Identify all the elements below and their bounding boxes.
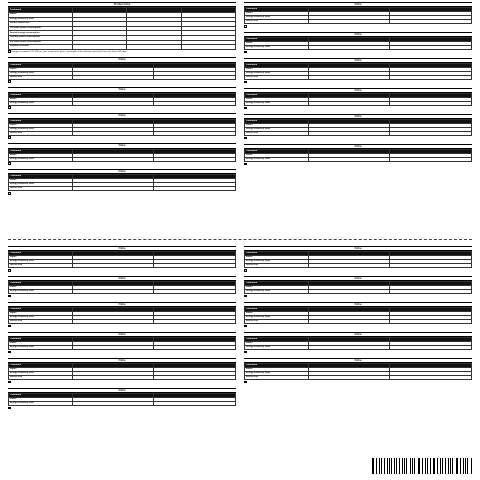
block-title: Fiche [244,2,472,7]
fiche-block [8,143,236,166]
row-value [308,376,390,380]
row-label: Trademark [9,149,73,153]
row-value [390,46,472,50]
row-value [72,320,154,324]
row-label: Energy efficiency class [9,260,73,264]
row-value [154,290,236,294]
block-note [244,350,472,355]
row-label: Energy efficiency class [9,71,73,75]
row-label: Trademark [9,93,73,97]
fiche-table [8,337,236,350]
row-value [390,290,472,294]
block-note [244,268,472,273]
checkbox-icon [244,269,247,272]
checkbox-icon [8,50,11,53]
checkbox-icon [244,81,247,84]
row-label: Standby power consumption [9,35,73,40]
block-note [8,380,236,385]
row-label: Screen size [245,76,309,80]
fiche-block [8,246,236,273]
row-label: Trademark [245,38,309,42]
fiche-block [8,113,236,140]
row-label: Energy efficiency class [245,260,309,264]
row-label: Trademark [245,64,309,68]
row-value [390,158,472,162]
row-label: Screen size [245,320,309,324]
checkbox-icon [244,325,247,328]
fiche-block [8,276,236,299]
row-label: Model [245,154,309,158]
block-title: Fiche [8,276,236,281]
row-value [154,320,236,324]
row-label: Trademark [245,338,309,342]
row-value [308,320,390,324]
row-label: Screen size [245,376,309,380]
block-title: Fiche [244,302,472,307]
block-note [244,136,472,141]
fiche-block [244,302,472,329]
checkbox-icon [8,407,11,410]
row-label: Trademark [9,308,73,312]
block-note [8,406,236,411]
barcode [372,458,472,474]
row-label: Model [9,13,73,18]
table-row [9,376,236,380]
block-title: Fiche [8,332,236,337]
barcode-bar [394,458,395,474]
row-label: Energy efficiency class [9,101,73,105]
row-value [72,290,154,294]
row-label: Trademark [9,175,73,179]
barcode-bar [387,458,388,474]
block-note [8,268,236,273]
row-label: Model [245,368,309,372]
fiche-block [244,276,472,299]
table-row [9,131,236,135]
row-value [390,346,472,350]
upper-left-column [8,2,236,199]
barcode-bar [373,458,374,474]
row-value [72,376,154,380]
row-value [308,158,390,162]
table-row [245,20,472,24]
row-label: Model [9,398,73,402]
row-value [308,132,390,136]
table-row [9,45,236,50]
fiche-block [244,32,472,55]
table-row [245,264,472,268]
cut-line-divider [8,239,472,240]
checkbox-icon [8,351,11,354]
block-title: Fiche [244,114,472,119]
row-label: Screen size [245,20,309,24]
row-label: Model [9,153,73,157]
checkbox-icon [8,162,11,165]
row-value [127,45,181,50]
fiche-table [8,93,236,106]
row-label: Energy efficiency class [9,183,73,187]
block-note [244,294,472,299]
row-label: Trademark [9,119,73,123]
fiche-table [8,119,236,136]
fiche-block [244,246,472,273]
fiche-block [8,332,236,355]
row-value [390,102,472,106]
table-row [245,132,472,136]
checkbox-icon [8,381,11,384]
row-label: Model [245,42,309,46]
row-label: Model [245,342,309,346]
checkbox-icon [8,325,11,328]
row-label: Energy efficiency class [245,316,309,320]
row-label: Trademark [245,120,309,124]
row-value [308,102,390,106]
row-value [154,346,236,350]
row-value [390,76,472,80]
row-label: Model [9,368,73,372]
row-label: Trademark [245,150,309,154]
row-label: Trademark [9,394,73,398]
barcode-bar [445,458,446,474]
block-title: Fiche [8,143,236,148]
row-value [154,101,236,105]
checkbox-icon [244,107,247,110]
row-value [390,264,472,268]
row-value [308,346,390,350]
row-label: Screen size [9,187,73,191]
fiche-table [244,93,472,106]
row-value [72,45,126,50]
row-label: Screen size [9,376,73,380]
row-label: Energy efficiency class [245,16,309,20]
table-row [9,101,236,105]
fiche-block [244,358,472,385]
block-note [244,80,472,85]
fiche-block [8,358,236,385]
checkbox-icon [244,25,247,28]
checkbox-icon [8,136,11,139]
row-label: Display resolution [9,45,73,50]
barcode-bar [422,458,423,474]
block-note [244,24,472,29]
fiche-block [244,332,472,355]
block-title: Fiche [244,58,472,63]
row-value [308,46,390,50]
barcode-bar [452,458,453,474]
checkbox-icon [244,137,247,140]
table-row [245,346,472,350]
block-title: Fiche [8,87,236,92]
row-label: Model [245,12,309,16]
block-note [8,191,236,196]
closing-lines [244,388,472,390]
block-note [8,80,236,85]
block-note [8,294,236,299]
row-label: Energy efficiency class [9,346,73,350]
fiche-block [8,169,236,196]
row-label: Model [245,98,309,102]
table-row [245,376,472,380]
row-value [308,264,390,268]
row-value [154,376,236,380]
row-value [154,187,236,191]
barcode-bar [381,458,382,474]
block-title: Fiche [8,358,236,363]
row-label: Model [9,342,73,346]
row-value [154,264,236,268]
row-label: Model [245,312,309,316]
row-label: Energy efficiency class [245,72,309,76]
fiche-block [244,144,472,167]
checkbox-icon [8,269,11,272]
fiche-table [244,307,472,324]
table-row [9,264,236,268]
fiche-table [8,363,236,380]
fiche-block [244,88,472,111]
row-label: Model [245,124,309,128]
fiche-block [8,57,236,84]
block-note [8,106,236,111]
row-label: Model [9,256,73,260]
fiche-table [8,63,236,80]
block-title: Fiche [244,246,472,251]
fiche-table [8,307,236,324]
block-title: Fiche [8,388,236,393]
block-note [244,324,472,329]
table-row [245,46,472,50]
checkbox-icon [244,351,247,354]
fiche-table [244,119,472,136]
row-value [72,131,154,135]
row-label: Trademark [245,364,309,368]
row-label: Model [9,67,73,71]
row-value [308,20,390,24]
row-value [181,45,235,50]
block-note [8,50,236,55]
first-fiche-table [8,7,236,49]
checkbox-icon [244,51,247,54]
row-label: Model [9,97,73,101]
barcode-bar [427,458,428,474]
fiche-block [244,114,472,141]
row-value [390,376,472,380]
row-label: Model [9,179,73,183]
barcode-bar [410,458,411,474]
row-value [72,75,154,79]
row-label: Energy efficiency class [245,290,309,294]
block-title: Fiche [8,57,236,62]
row-label: Energy efficiency class [245,158,309,162]
row-label: Energy efficiency class [245,102,309,106]
checkbox-icon [8,192,11,195]
row-label: Model [245,68,309,72]
row-value [72,346,154,350]
block-note [244,106,472,111]
row-label: Energy efficiency class [9,17,73,22]
block-title: Fiche [244,358,472,363]
block-title: Fiche [244,144,472,149]
block-title: Fiche [8,302,236,307]
first-fiche-block [8,2,236,54]
row-value [72,187,154,191]
note-text: Energy consumption XYZ kWh per year, based on the power consumption of the television operating 4 hours per day for 365 days. [11,51,128,54]
row-label: Trademark [9,252,73,256]
fiche-block [8,87,236,110]
lower-left-column [8,246,236,414]
fiche-table [244,7,472,24]
row-label: Screen size [245,264,309,268]
row-label: Trademark [9,364,73,368]
table-row [245,290,472,294]
fiche-table [244,281,472,294]
row-value [390,320,472,324]
row-value [154,131,236,135]
block-title: Fiche [244,276,472,281]
row-value [154,75,236,79]
row-label: Model [9,123,73,127]
block-note [8,324,236,329]
block-title: Product fiche [8,2,236,7]
row-label: Visible screen size [9,22,73,27]
block-title: Fiche [8,169,236,174]
fiche-table [244,63,472,80]
row-label: Trademark [9,63,73,67]
barcode-bar [404,458,405,474]
row-label: Energy efficiency class [9,290,73,294]
table-row [245,320,472,324]
checkbox-icon [244,163,247,166]
table-row [9,187,236,191]
row-value [72,157,154,161]
row-label: Trademark [245,252,309,256]
row-label: Trademark [245,8,309,12]
fiche-table [8,281,236,294]
barcode-bar [465,458,466,474]
fiche-block [8,388,236,411]
block-note [8,136,236,141]
row-value [72,402,154,406]
barcode-bar [442,458,443,474]
block-note [244,162,472,167]
row-label: Energy efficiency class [9,402,73,406]
block-note [244,50,472,55]
row-label: Trademark [245,94,309,98]
lower-right-column [244,246,472,390]
row-label: On mode power consumption [9,26,73,31]
checkbox-icon [8,106,11,109]
table-row [245,158,472,162]
barcode-bar [457,458,458,474]
block-title: Fiche [8,113,236,118]
barcode-bar [396,458,397,474]
row-value [154,402,236,406]
row-value [390,20,472,24]
fiche-table [244,37,472,50]
block-title: Fiche [244,332,472,337]
row-label: Screen size [245,132,309,136]
row-label: Screen size [9,264,73,268]
table-row [9,75,236,79]
block-title: Fiche [244,32,472,37]
barcode-bar [418,458,419,474]
block-note [8,162,236,167]
checkbox-icon [8,295,11,298]
fiche-table [244,251,472,268]
upper-right-column [244,2,472,170]
row-label: Annual energy consumption [9,31,73,36]
row-label: Energy efficiency class [245,128,309,132]
row-label: Trademark [9,338,73,342]
checkbox-icon [8,80,11,83]
table-row [245,76,472,80]
fiche-table [8,251,236,268]
fiche-block [244,2,472,29]
block-note [8,350,236,355]
table-row [9,157,236,161]
barcode-bar [434,458,435,474]
row-label: Energy efficiency class [9,372,73,376]
row-label: Model [245,286,309,290]
row-value [390,132,472,136]
row-value [72,264,154,268]
row-label: Trademark [9,8,73,13]
table-row [9,402,236,406]
row-label: Energy efficiency class [9,127,73,131]
row-label: Energy efficiency class [245,346,309,350]
block-title: Fiche [8,246,236,251]
row-label: Screen size [9,320,73,324]
row-label: Energy efficiency class [9,316,73,320]
row-label: Energy efficiency class [9,157,73,161]
table-row [245,102,472,106]
row-label: Model [9,286,73,290]
table-row [9,320,236,324]
checkbox-icon [244,295,247,298]
row-label: Energy efficiency class [245,46,309,50]
fiche-block [244,58,472,85]
table-row [9,346,236,350]
row-label: Trademark [9,282,73,286]
row-value [154,157,236,161]
fiche-table [244,149,472,162]
upper-sheet [0,0,480,238]
fiche-table [244,337,472,350]
row-label: Trademark [245,308,309,312]
row-label: Screen size [9,131,73,135]
block-title: Fiche [244,88,472,93]
block-note [244,380,472,385]
row-label: Off mode power consumption [9,40,73,45]
row-value [72,101,154,105]
fiche-table [8,174,236,191]
row-value [308,76,390,80]
table-row [9,290,236,294]
fiche-table [8,393,236,406]
fiche-block [8,302,236,329]
row-label: Energy efficiency class [245,372,309,376]
fiche-table [8,149,236,162]
row-label: Screen size [9,75,73,79]
checkbox-icon [244,381,247,384]
row-label: Trademark [245,282,309,286]
lower-sheet [0,244,480,480]
row-label: Model [9,312,73,316]
row-value [308,290,390,294]
row-label: Model [245,256,309,260]
fiche-table [244,363,472,380]
